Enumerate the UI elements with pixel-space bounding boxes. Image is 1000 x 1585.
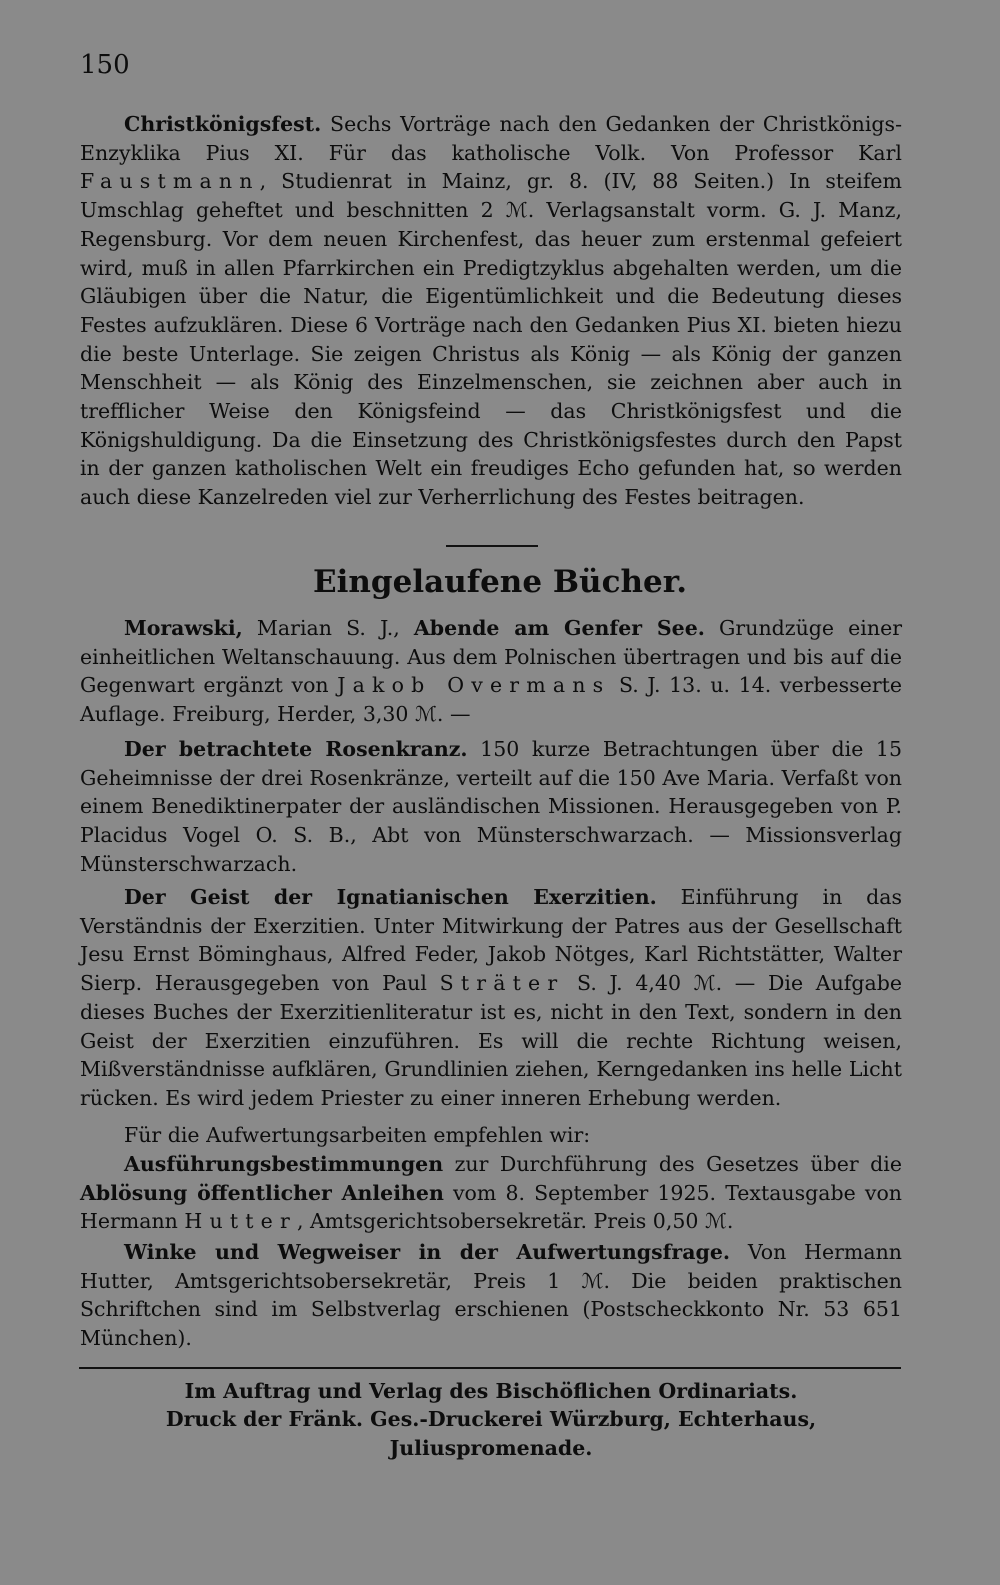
page-number: 150 <box>80 50 130 80</box>
entry-title: Der Geist der Ignatianischen Exerzitien. <box>124 885 657 909</box>
footer-publisher: Im Auftrag und Verlag des Bischöflichen Ordinariats. <box>184 1379 798 1403</box>
entry-text: vom 8. September 1925. Textausgabe von Hermann <box>80 1180 902 1234</box>
section-heading: Eingelaufene Bücher. <box>312 564 687 600</box>
entry-author: Faustmann <box>80 169 260 194</box>
book-entry-morawski <box>80 614 902 729</box>
footer-printer: Druck der Fränk. Ges.-Druckerei Würzburg, Echterhaus, Juliuspromenade. <box>165 1407 817 1460</box>
book-entry-exerzitien <box>80 883 902 1113</box>
entry-title: Ausführungsbestimmungen <box>124 1152 444 1176</box>
entry-title: Christkönigsfest. <box>124 112 322 136</box>
entry-text: Marian S. J., <box>242 616 414 640</box>
entry-text: , Amtsgerichtsobersekretär. Preis 0,50 ℳ. <box>296 1209 734 1234</box>
entry-text: Von Hermann Hutter, Amtsgerichtsobersekretär, Preis 1 ℳ. Die beiden praktischen Schriftchen sind im Selbstverlag erschienen (Postscheckkonto Nr. 53 651 München). <box>80 1240 902 1351</box>
entry-text: 150 kurze Betrachtungen über die 15 Geheimnisse der drei Rosenkränze, verteilt auf die 150 Ave Maria. Verfaßt von einem Benediktinerpater der ausländischen Missionen. Herausgegeben von P. Placidus Vogel O. S. B., Abt von Münsterschwarzach. — Missionsverlag Münsterschwarzach. <box>80 737 902 876</box>
book-entry-winke <box>80 1238 902 1353</box>
book-entry-rosenkranz <box>80 735 902 879</box>
entry-text: S. J. 13. u. 14. verbesserte Auflage. Freiburg, Herder, 3,30 ℳ. — <box>80 673 902 727</box>
entry-editor: Sträter <box>439 971 565 996</box>
book-review-christkoenigsfest <box>80 110 902 512</box>
entry-title: Winke und Wegweiser in der Aufwertungsfrage. <box>124 1240 731 1264</box>
entry-translator: Jakob Overmans <box>337 673 611 698</box>
intro-line: Für die Aufwertungsarbeiten empfehlen wir: <box>124 1123 591 1147</box>
section-divider <box>446 545 538 547</box>
entry-text: Sechs Vorträge nach den Gedanken der Christkönigs-Enzyklika Pius XI. Für das katholische Volk. Von Professor Karl <box>80 112 902 165</box>
entry-title: Abende am Genfer See. <box>413 616 705 640</box>
entry-title: Ablösung öffentlicher Anleihen <box>80 1180 444 1205</box>
entry-text: Grundzüge einer einheitlichen Weltanschauung. Aus dem Polnischen übertragen und bis auf die Gegenwart ergänzt von <box>80 616 902 698</box>
entry-text: S. J. 4,40 ℳ. — Die Aufgabe dieses Buches der Exerzitienliteratur ist es, nicht in den Text, sondern in den Geist der Exerzitien einzuführen. Es will die rechte Richtung weisen, Mißverständnisse aufklären, Grundlinien ziehen, Kerngedanken ins helle Licht rücken. Es wird jedem Priester zu einer inneren Erhebung werden. <box>80 971 902 1110</box>
entry-title: Der betrachtete Rosenkranz. <box>124 737 468 761</box>
footer-rule <box>79 1367 901 1369</box>
entry-author: Hutter <box>184 1209 297 1234</box>
entry-author: Morawski, <box>124 616 243 640</box>
entry-text: Einführung in das Verständnis der Exerzitien. Unter Mitwirkung der Patres aus der Gesellschaft Jesu Ernst Böminghaus, Alfred Feder, Jakob Nötges, Karl Richtstätter, Walter Sierp. Herausgegeben von Paul <box>80 885 902 996</box>
book-entry-ausfuehrung <box>80 1150 902 1236</box>
entry-text: , Studienrat in Mainz, gr. 8. (IV, 88 Seiten.) In steifem Umschlag geheftet und beschnitten 2 ℳ. Verlagsanstalt vorm. G. J. Manz, Regensburg. Vor dem neuen Kirchenfest, das heuer zum erstenmal gefeiert wird, muß in allen Pfarrkirchen ein Predigtzyklus abgehalten werden, um die Gläubigen über die Natur, die Eigentümlichkeit und die Bedeutung dieses Festes aufzuklären. Diese 6 Vorträge nach den Gedanken Pius XI. bieten hiezu die beste Unterlage. Sie zeigen Christus als König — als König der ganzen Menschheit — als König des Einzelmenschen, sie zeichnen aber auch in trefflicher Weise den Königsfeind — das Christkönigsfest und die Königshuldigung. Da die Einsetzung des Christkönigsfestes durch den Papst in der ganzen katholischen Welt ein freudiges Echo gefunden hat, so werden auch diese Kanzelreden viel zur Verherrlichung des Festes beitragen. <box>80 169 902 510</box>
entry-text: zur Durchführung des Gesetzes über die <box>443 1152 902 1176</box>
